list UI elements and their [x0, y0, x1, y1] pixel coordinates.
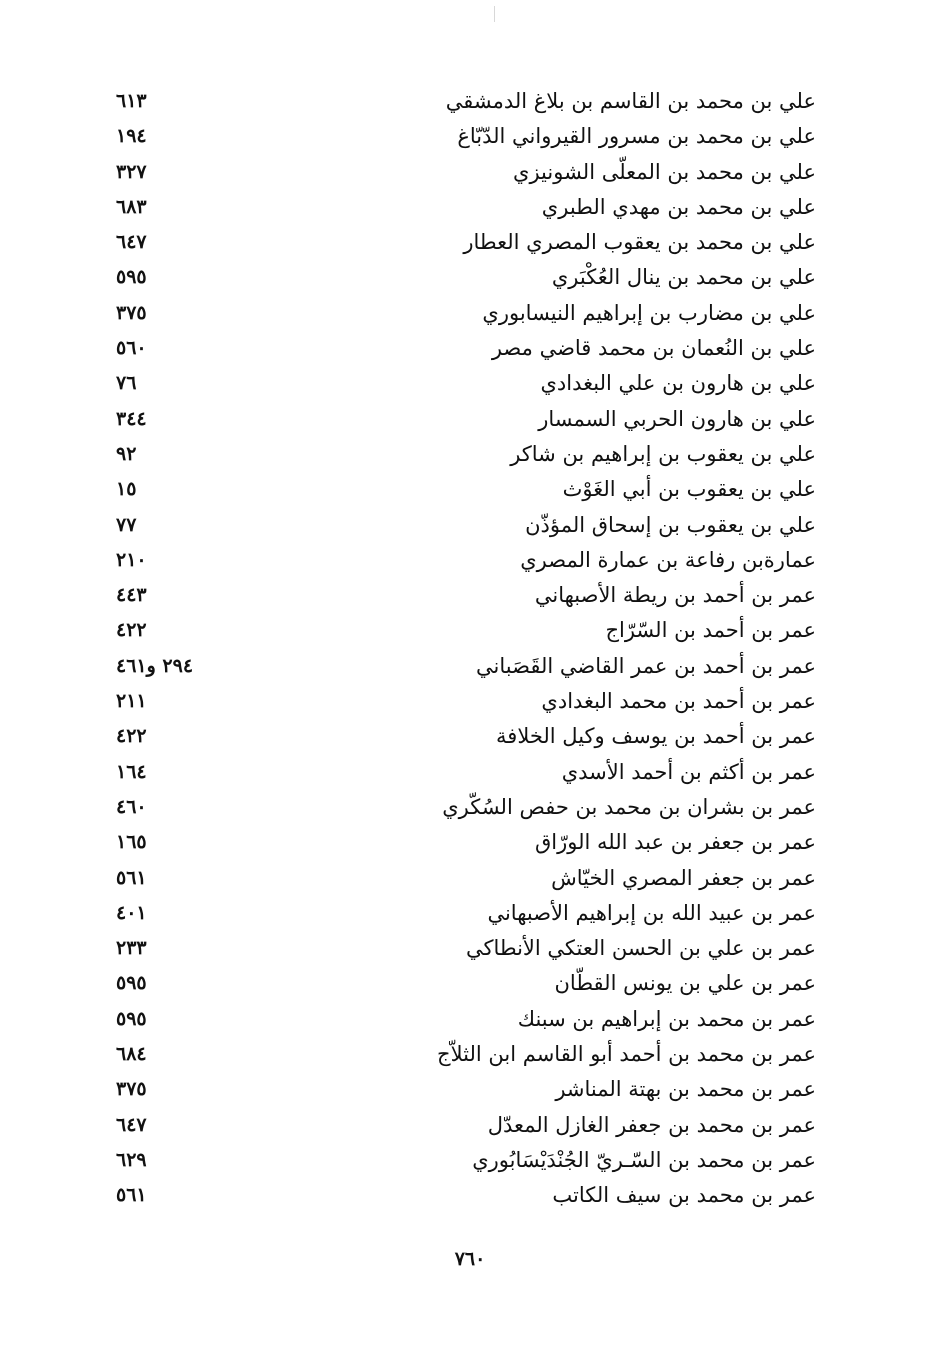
entry-name: علي بن هارون بن علي البغدادي	[540, 371, 816, 396]
index-entry	[100, 1002, 820, 1037]
entry-page-refs: ٦٤٧	[116, 1113, 147, 1136]
entry-page-refs: ٢٣٣	[116, 937, 147, 960]
index-entry	[100, 861, 820, 896]
index-entry	[100, 719, 820, 754]
entry-page-refs: ٢١١	[116, 690, 147, 713]
index-entry	[100, 366, 820, 401]
index-entry	[100, 931, 820, 966]
index-entry	[100, 1108, 820, 1143]
entry-name: علي بن محمد بن يعقوب المصري العطار	[463, 230, 816, 255]
index-entry	[100, 1143, 820, 1178]
index-entry	[100, 649, 820, 684]
entry-page-refs: ٥٦٠	[116, 337, 147, 360]
index-entry	[100, 1037, 820, 1072]
entry-name: عمر بن محمد بن جعفر الغازل المعدّل	[487, 1112, 816, 1137]
entry-name: علي بن محمد بن مسرور القيرواني الدّبّاغ	[457, 124, 816, 149]
index-entry	[100, 472, 820, 507]
entry-name: علي بن محمد بن المعلّى الشونيزي	[513, 159, 816, 184]
index-entry	[100, 1178, 820, 1213]
index-entry	[100, 260, 820, 295]
entry-name: عمر بن علي بن يونس القطّان	[554, 971, 816, 996]
index-entry	[100, 155, 820, 190]
entry-page-refs: ٦٤٧	[116, 231, 147, 254]
index-entry	[100, 1072, 820, 1107]
index-entry	[100, 296, 820, 331]
entry-name: عمر بن أحمد بن يوسف وكيل الخلافة	[496, 724, 816, 749]
entry-page-refs: ٦٢٩	[116, 1148, 147, 1171]
entry-name: علي بن يعقوب بن إبراهيم بن شاكر	[510, 441, 816, 466]
entry-name: عمر بن جعفر المصري الخيّاش	[551, 865, 816, 890]
entry-page-refs: ١٥	[116, 478, 137, 501]
entry-page-refs: ٦٨٤	[116, 1043, 147, 1066]
entry-name: علي بن يعقوب بن أبي الغَوْث	[562, 477, 816, 502]
entry-name: عمر بن محمد بن سيف الكاتب	[552, 1183, 816, 1208]
entry-name: عمارةبن رفاعة بن عمارة المصري	[520, 547, 816, 572]
entry-page-refs: ٩٢	[116, 442, 137, 465]
entry-name: عمر بن عبيد الله بن إبراهيم الأصبهاني	[487, 900, 816, 925]
entry-page-refs: ٧٧	[116, 513, 137, 536]
entry-name: علي بن مضارب بن إبراهيم النيسابوري	[482, 300, 816, 325]
name-index-list	[100, 84, 820, 1214]
entry-page-refs: ٧٦	[116, 372, 137, 395]
entry-name: عمر بن بشران بن محمد بن حفص السُكّري	[442, 794, 816, 819]
entry-page-refs: ٤٢٢	[116, 619, 147, 642]
entry-page-refs: ٥٩٥	[116, 972, 147, 995]
index-entry	[100, 402, 820, 437]
entry-page-refs: ٥٩٥	[116, 266, 147, 289]
entry-name: عمر بن علي بن الحسن العتكي الأنطاكي	[465, 936, 816, 961]
entry-page-refs: ٥٩٥	[116, 1007, 147, 1030]
entry-name: علي بن محمد بن ينال العُكْبَري	[551, 265, 816, 290]
index-entry	[100, 790, 820, 825]
entry-name: عمر بن أكثم بن أحمد الأسدي	[561, 759, 816, 784]
index-entry	[100, 896, 820, 931]
entry-page-refs: ٤٤٣	[116, 584, 147, 607]
entry-page-refs: ٣٤٤	[116, 407, 147, 430]
index-entry	[100, 966, 820, 1001]
entry-page-refs: ٢١٠	[116, 548, 147, 571]
entry-page-refs: ٥٦١	[116, 866, 147, 889]
entry-name: علي بن النُعمان بن محمد قاضي مصر	[491, 336, 816, 361]
index-entry	[100, 578, 820, 613]
index-entry	[100, 190, 820, 225]
entry-page-refs: ١٦٤	[116, 760, 147, 783]
entry-page-refs: ١٩٤	[116, 125, 147, 148]
entry-page-refs: ٥٦١	[116, 1184, 147, 1207]
index-entry	[100, 684, 820, 719]
entry-name: علي بن محمد بن القاسم بن بلاغ الدمشقي	[445, 89, 816, 113]
entry-page-refs: ٤٢٢	[116, 725, 147, 748]
entry-name: عمر بن محمد بن السّـريّ الجُنْدَيْسَابُوري	[472, 1147, 816, 1172]
entry-name: عمر بن محمد بن بهتة المناشر	[555, 1077, 816, 1102]
index-entry	[100, 84, 820, 119]
index-entry	[100, 508, 820, 543]
entry-page-refs: ٣٧٥	[116, 1078, 147, 1101]
entry-name: علي بن هارون الحربي السمسار	[538, 406, 816, 431]
entry-page-refs: ٤٠١	[116, 901, 147, 924]
index-entry	[100, 543, 820, 578]
index-entry	[100, 225, 820, 260]
page-number: ٧٦٠	[454, 1248, 486, 1270]
entry-page-refs: ٤٦٠	[116, 795, 147, 818]
index-entry	[100, 331, 820, 366]
index-entry	[100, 119, 820, 154]
entry-name: عمر بن أحمد بن محمد البغدادي	[541, 689, 816, 714]
entry-name: عمر بن أحمد بن السّرّاج	[605, 618, 816, 643]
entry-page-refs: ٦١٣	[116, 90, 147, 112]
entry-page-refs: ٢٩٤ و٤٦١	[116, 654, 194, 677]
entry-name: علي بن يعقوب بن إسحاق المؤذّن	[525, 512, 816, 537]
scan-mark	[494, 6, 495, 22]
entry-name: عمر بن أحمد بن عمر القاضي القَصَباني	[476, 653, 816, 678]
entry-name: عمر بن محمد بن إبراهيم بن سبنك	[517, 1006, 816, 1031]
entry-name: عمر بن محمد بن أحمد أبو القاسم ابن الثلاّج	[437, 1042, 816, 1067]
index-entry	[100, 755, 820, 790]
entry-page-refs: ٦٨٣	[116, 195, 147, 218]
index-entry	[100, 437, 820, 472]
index-entry	[100, 825, 820, 860]
entry-page-refs: ٣٧٥	[116, 301, 147, 324]
entry-name: عمر بن جعفر بن عبد الله الورّاق	[535, 830, 816, 855]
index-entry	[100, 613, 820, 648]
entry-page-refs: ١٦٥	[116, 831, 147, 854]
entry-page-refs: ٣٢٧	[116, 160, 147, 183]
entry-name: عمر بن أحمد بن ريطة الأصبهاني	[534, 583, 816, 608]
entry-name: علي بن محمد بن مهدي الطبري	[541, 194, 816, 219]
